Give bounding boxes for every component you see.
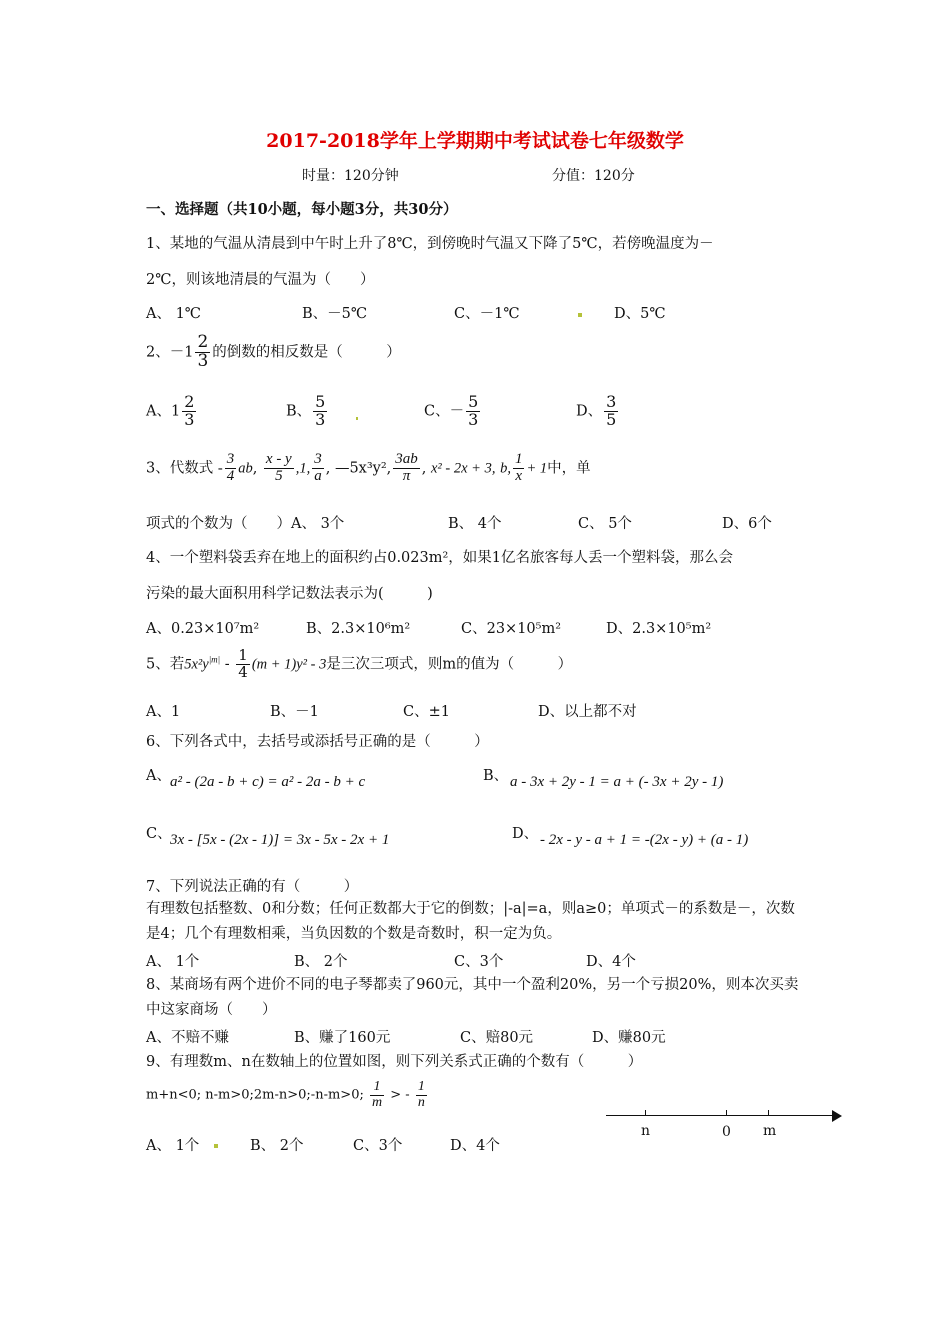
total-score: 分值：120分 bbox=[552, 168, 635, 184]
number-line-tick-n bbox=[645, 1110, 646, 1116]
q4-stem-line1: 4、一个塑料袋丢弃在地上的面积约占0.023m²，如果1亿名旅客每人丢一个塑料袋，那么会 bbox=[146, 550, 734, 566]
q7-body: 有理数包括整数、0和分数；任何正数都大于它的倒数；|-a|=a，则a≥0；单项式－的系数是－，次数是4；几个有理数相乘，当负因数的个数是奇数时，积一定为负。 bbox=[146, 901, 795, 942]
q9-f2-den: n bbox=[417, 1094, 425, 1110]
time-limit: 时量：120分钟 bbox=[302, 168, 399, 184]
q5-option-a: A、1 bbox=[146, 704, 181, 720]
q3-t2-den: 5 bbox=[275, 467, 283, 484]
q3-t1-num: 3 bbox=[226, 451, 235, 467]
q2-option-d bbox=[576, 394, 620, 429]
q2-c-num: 5 bbox=[468, 392, 479, 411]
q2-a-label: A、1 bbox=[146, 403, 181, 420]
q5-expr1-sup: |m| bbox=[208, 654, 221, 665]
number-line-tick-m bbox=[768, 1110, 769, 1116]
q8-stem: 8、某商场有两个进价不同的电子琴都卖了960元，其中一个盈利20%，另一个亏损20%，则本次买卖中这家商场（ ） bbox=[146, 977, 799, 1018]
q3-t6-num: 3ab bbox=[395, 451, 418, 467]
q2-d-fraction bbox=[604, 394, 618, 429]
q6-stem: 6、下列各式中，去括号或添括号正确的是（ ） bbox=[146, 734, 489, 750]
q1-option-d: D、5℃ bbox=[614, 306, 666, 322]
q5-expr2: (m + 1)y² - 3 bbox=[251, 656, 327, 673]
q9-frac2 bbox=[416, 1080, 427, 1110]
q3-t6-fraction bbox=[393, 452, 420, 485]
q5-fraction bbox=[236, 648, 250, 681]
q3-t8: b, bbox=[500, 460, 511, 477]
q7-option-b: B、 2个 bbox=[294, 954, 348, 970]
q5-option-c: C、±1 bbox=[403, 704, 450, 720]
page-title: 2017-2018学年上学期期中考试试卷七年级数学 bbox=[266, 130, 684, 152]
q3-line2: 项式的个数为（ ）A、 3个 bbox=[146, 516, 345, 532]
q6-d-label: D、 bbox=[512, 826, 539, 842]
section-heading: 一、选择题（共10小题，每小题3分，共30分） bbox=[146, 201, 458, 218]
q1-stem-line2: 2℃，则该地清晨的气温为（ ） bbox=[146, 272, 375, 288]
q5-f-num: 1 bbox=[238, 646, 248, 664]
q3-t7: x² - 2x + 3, bbox=[431, 460, 496, 477]
q2-d-den: 5 bbox=[606, 409, 617, 429]
q1-option-b: B、－5℃ bbox=[302, 306, 368, 322]
q2-fraction bbox=[195, 334, 210, 371]
scan-speck bbox=[356, 417, 358, 420]
number-line-label-m: m bbox=[763, 1123, 777, 1139]
q2-b-den: 3 bbox=[315, 409, 326, 429]
number-line-label-n: n bbox=[641, 1123, 651, 1139]
q2-c-fraction bbox=[466, 394, 480, 429]
scan-speck bbox=[578, 313, 582, 317]
q2-stem bbox=[146, 334, 401, 371]
q3-option-d: D、6个 bbox=[722, 516, 772, 532]
q9-option-c: C、3个 bbox=[353, 1138, 403, 1154]
q2-b-fraction bbox=[313, 394, 327, 429]
q3-t4-num: 3 bbox=[314, 451, 322, 467]
q3-stem: 3、代数式 - $\frac{3}{4}$ ab, $\frac{x - y}{5}$ ,1, $\frac{3}{a}$ , —5x³y², $\frac{3ab}{\pi}$ , x² - 2x + 3, b, $\frac{1}{x}$ + 1中，单 bbox=[146, 451, 591, 484]
q2-a-num: 2 bbox=[184, 392, 195, 411]
q3-t6-den: π bbox=[402, 467, 411, 484]
q5-f-den: 4 bbox=[238, 662, 248, 681]
q7-stem: 7、下列说法正确的有（ ） bbox=[146, 879, 359, 895]
q6-a-expr: a² - (2a - b + c) = a² - 2a - b + c bbox=[170, 774, 366, 790]
q5-suffix: 是三次三项式，则m的值为（ ） bbox=[326, 656, 573, 673]
q2-a-fraction bbox=[182, 394, 196, 429]
q7-option-a: A、 1个 bbox=[146, 954, 200, 970]
q9-option-d: D、4个 bbox=[450, 1138, 500, 1154]
number-line-axis bbox=[606, 1115, 834, 1116]
q4-option-c: C、23×10⁵m² bbox=[461, 621, 562, 637]
q8-option-d: D、赚80元 bbox=[592, 1030, 666, 1046]
q9-f1-den: m bbox=[371, 1094, 383, 1110]
q8-option-b: B、赚了160元 bbox=[294, 1030, 391, 1046]
q6-c-expr: 3x - [5x - (2x - 1)] = 3x - 5x - 2x + 1 bbox=[170, 832, 390, 848]
q3-t9-fraction bbox=[513, 452, 525, 485]
q5-prefix: 5、若 bbox=[146, 656, 185, 673]
number-line-arrow-icon bbox=[832, 1110, 842, 1122]
q2-c-den: 3 bbox=[468, 409, 479, 429]
q2-a-den: 3 bbox=[184, 409, 195, 429]
q2-d-label: D、 bbox=[576, 403, 603, 420]
q3-t9-tail: + 1 bbox=[526, 460, 548, 477]
q3-t1-var: ab bbox=[238, 460, 253, 477]
q2-prefix: 2、－1 bbox=[146, 344, 194, 361]
q5-minus: - bbox=[224, 656, 230, 673]
q5-stem bbox=[146, 648, 572, 681]
q6-a-label: A、 bbox=[146, 768, 171, 784]
number-line-tick-0 bbox=[726, 1110, 727, 1116]
q9-stem: 9、有理数m、n在数轴上的位置如图，则下列关系式正确的个数有（ ） bbox=[146, 1054, 643, 1070]
number-line-label-0: 0 bbox=[722, 1124, 731, 1140]
q2-suffix: 的倒数的相反数是（ ） bbox=[212, 344, 401, 361]
q3-t1-den: 4 bbox=[226, 467, 235, 484]
q9-rel: > - bbox=[390, 1087, 410, 1103]
q2-b-num: 5 bbox=[315, 392, 326, 411]
q9-option-a: A、 1个 bbox=[146, 1138, 200, 1154]
q3-t1-sign: - bbox=[217, 460, 223, 477]
q2-option-c bbox=[424, 394, 482, 429]
q8-option-c: C、赔80元 bbox=[460, 1030, 534, 1046]
q4-option-b: B、2.3×10⁶m² bbox=[306, 621, 411, 637]
scan-speck bbox=[214, 1144, 218, 1148]
q9-f2-num: 1 bbox=[417, 1079, 425, 1094]
q2-b-label: B、 bbox=[286, 403, 312, 420]
q6-b-expr: a - 3x + 2y - 1 = a + (- 3x + 2y - 1) bbox=[510, 774, 724, 790]
q3-t4-fraction bbox=[312, 452, 324, 485]
q1-option-a: A、 1℃ bbox=[146, 306, 202, 322]
q5-option-b: B、－1 bbox=[270, 704, 319, 720]
q3-t2-num: x - y bbox=[265, 451, 292, 467]
q7-option-d: D、4个 bbox=[586, 954, 636, 970]
q9-option-b: B、 2个 bbox=[250, 1138, 304, 1154]
q5-option-d: D、以上都不对 bbox=[538, 704, 637, 720]
q4-option-a: A、0.23×10⁷m² bbox=[146, 621, 260, 637]
q3-t3: ,1, bbox=[295, 460, 311, 477]
q8-option-a: A、不赔不赚 bbox=[146, 1030, 229, 1046]
q2-den: 3 bbox=[197, 350, 209, 371]
q2-num: 2 bbox=[197, 332, 209, 352]
q2-d-num: 3 bbox=[606, 392, 617, 411]
q3-prefix: 3、代数式 bbox=[146, 460, 214, 477]
q4-option-d: D、2.3×10⁵m² bbox=[606, 621, 712, 637]
q4-stem-line2: 污染的最大面积用科学记数法表示为( ) bbox=[146, 586, 433, 602]
q7-option-c: C、3个 bbox=[454, 954, 504, 970]
q6-c-label: C、 bbox=[146, 826, 172, 842]
q1-stem-line1: 1、某地的气温从清晨到中午时上升了8℃，到傍晚时气温又下降了5℃，若傍晚温度为－ bbox=[146, 236, 714, 252]
q3-option-c: C、 5个 bbox=[578, 516, 632, 532]
q9-frac1 bbox=[370, 1080, 384, 1110]
q9-cond: m+n<0; n-m>0;2m-n>0;-n-m>0; bbox=[146, 1087, 364, 1103]
q2-option-a bbox=[146, 394, 198, 429]
q3-t4-den: a bbox=[314, 467, 322, 484]
q9-conditions bbox=[146, 1080, 429, 1110]
q2-option-b bbox=[286, 394, 329, 429]
q3-suffix: 中，单 bbox=[547, 460, 591, 477]
q2-c-label: C、－ bbox=[424, 403, 465, 420]
q6-b-label: B、 bbox=[483, 768, 509, 784]
q3-t9-den: x bbox=[515, 467, 523, 484]
q9-f1-num: 1 bbox=[370, 1080, 384, 1096]
q3-t2-fraction bbox=[264, 452, 294, 485]
q3-t5: —5x³y², bbox=[334, 460, 392, 477]
q6-d-expr: - 2x - y - a + 1 = -(2x - y) + (a - 1) bbox=[540, 832, 749, 848]
q5-expr1: 5x²y bbox=[184, 656, 209, 673]
q3-t9-num: 1 bbox=[514, 451, 523, 467]
q3-t1-fraction bbox=[225, 452, 237, 485]
q3-option-b: B、 4个 bbox=[448, 516, 502, 532]
q1-option-c: C、－1℃ bbox=[454, 306, 520, 322]
